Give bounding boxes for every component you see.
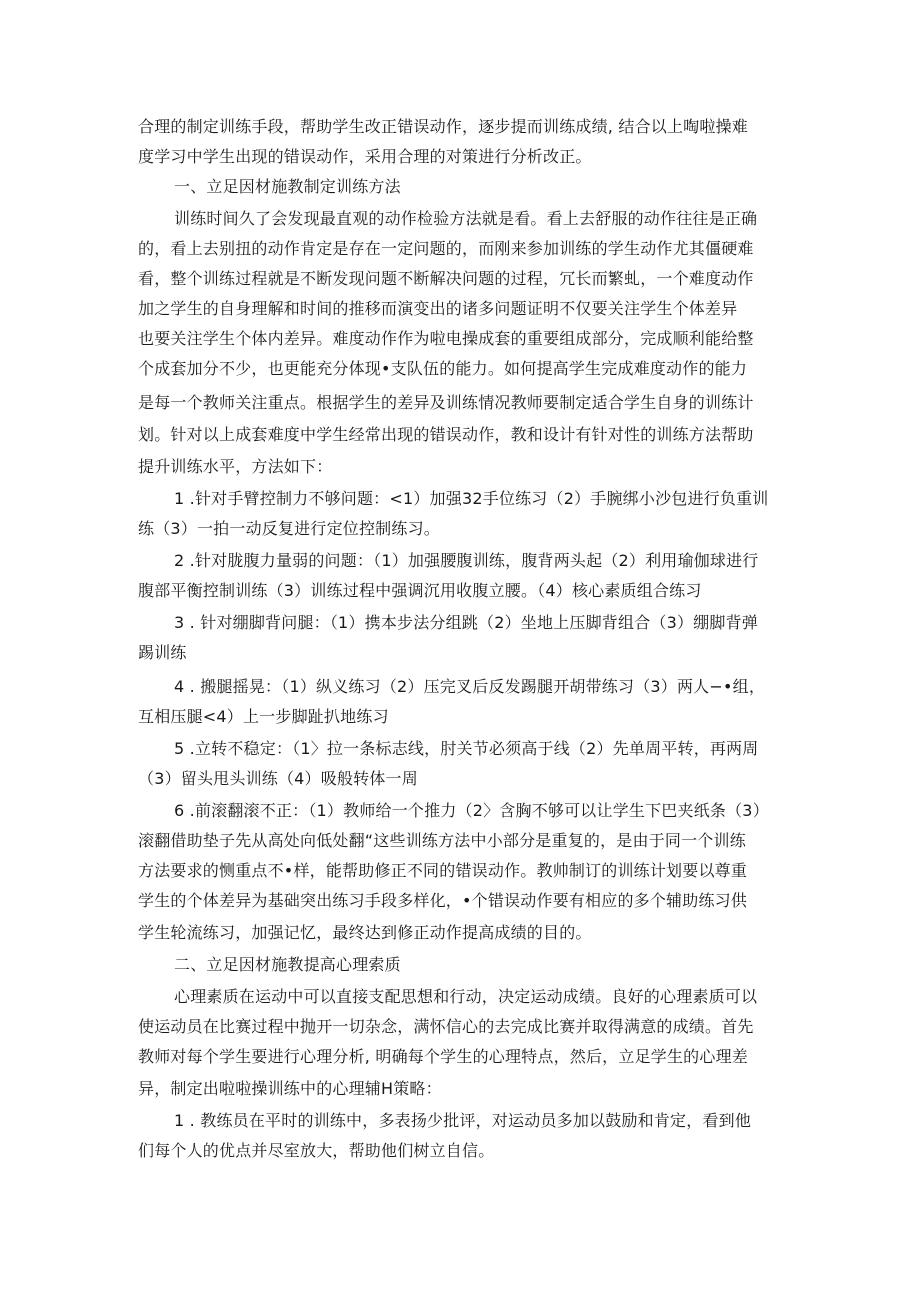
text-line: 互相压腿<4）上一步脚趾扒地练习 bbox=[138, 707, 389, 726]
text-line: 训练时间久了会发现最直观的动作检验方法就是看。看上去舒服的动作往往是正确 bbox=[174, 209, 758, 228]
text-line: 个成套加分不少，也更能充分体现•支队伍的能力。如何提高学生完成难度动作的能力 bbox=[138, 359, 748, 378]
text-line: 加之学生的自身理解和时间的推移而演变出的诸多问题证明不仅要关注学生个体差异 bbox=[138, 299, 738, 318]
text-line: 练（3）一拍一动反复进行定位控制练习。 bbox=[138, 519, 440, 538]
text-line: 教师对每个学生要进行心理分析, 明确每个学生的心理特点，然后，立足学生的心理差 bbox=[138, 1047, 748, 1066]
text-line: 异，制定出啦啦操训练中的心理辅H策略： bbox=[138, 1079, 442, 1098]
text-line: 学生的个体差异为基础突出练习手段多样化，•个错误动作要有相应的多个辅助练习供 bbox=[138, 891, 748, 910]
text-line: 也要关注学生个体内差异。难度动作作为啦电操成套的重要组成部分，完成顺利能给整 bbox=[138, 329, 754, 348]
text-line: 合理的制定训练手段，帮助学生改正错误动作，逐步提而训练成绩, 结合以上啕啦操难 bbox=[138, 117, 748, 136]
text-line: 们每个人的优点并尽室放大，帮助他们树立自信。 bbox=[138, 1141, 495, 1160]
text-line: 心理素质在运动中可以直接支配思想和行动，决定运动成绩。良好的心理素质可以 bbox=[174, 987, 758, 1006]
text-line: （3）留头甩头训练（4）吸般转体一周 bbox=[138, 769, 418, 788]
text-line: 度学习中学生出现的错误动作，采用合理的对策进行分析改正。 bbox=[138, 147, 592, 166]
text-line: 提升训练水平，方法如下： bbox=[138, 457, 333, 476]
text-line: 的，看上去别扭的动作肯定是存在一定问题的，而刚来参加训练的学生动作尤其僵硬难 bbox=[138, 239, 754, 258]
list-item: 6 .前滚翻滚不正：（1）教师给一个推力（2〉含胸不够可以让学生下巴夹纸条（3） bbox=[174, 801, 769, 820]
list-item: 2 .针对胧腹力量弱的问题：（1）加强腰腹训练，腹背两头起（2）利用瑜伽球进行 bbox=[174, 551, 759, 570]
text-line: 方法要求的恻重点不•样，能帮助修正不同的错误动作。教帅制订的训练计划要以尊重 bbox=[138, 861, 748, 880]
text-line: 是每一个教师关注重点。根据学生的差异及训练情况教师要制定适合学生自身的训练计 bbox=[138, 393, 754, 412]
list-item: 3 . 针对绷脚背问腿：（1）携本步法分组跳（2）坐地上压脚背组合（3）绷脚背弹 bbox=[174, 613, 758, 632]
text-line: 学生轮流练习，加强记忆，最终达到修正动作提高成绩的目的。 bbox=[138, 923, 592, 942]
list-item: 1 .针对手臂控制力不够问题：<1）加强32手位练习（2）手腕绑小沙包进行负重训 bbox=[174, 489, 769, 508]
text-line: 滚翻借助垫子先从高处向低处翻“这些训练方法中小部分是重复的，是由于同一个训练 bbox=[138, 831, 746, 850]
section-heading: 一、立足因材施教制定训练方法 bbox=[174, 177, 401, 196]
text-line: 踢训练 bbox=[138, 643, 187, 662]
text-line: 腹部平衡控制训练（3）训练过程中强调沉用收腹立腰。（4）核心素质组合练习 bbox=[138, 581, 702, 600]
list-item: 1 . 教练员在平时的训练中，多表扬少批评，对运动员多加以鼓励和肯定，看到他 bbox=[174, 1111, 752, 1130]
text-line: 使运动员在比赛过程中抛开一切杂念，满怀信心的去完成比赛并取得满意的成绩。首先 bbox=[138, 1017, 754, 1036]
text-line: 划。针对以上成套难度中学生经常出现的错误动作，教和设计有针对性的训练方法帮助 bbox=[138, 425, 754, 444]
section-heading: 二、立足因材施教提高心理索质 bbox=[174, 955, 401, 974]
list-item: 5 .立转不稳定：（1〉拉一条标志线，肘关节必须高于线（2）先单周平转，再两周 bbox=[174, 739, 759, 758]
list-item: 4 . 搬腿摇晃：（1）纵义练习（2）压完叉后反发踢腿开胡带练习（3）两人−•组， bbox=[174, 677, 766, 696]
text-line: 看，整个训练过程就是不断发现问题不断解决问题的过程，冗长而繁虬，一个难度动作 bbox=[138, 269, 754, 288]
